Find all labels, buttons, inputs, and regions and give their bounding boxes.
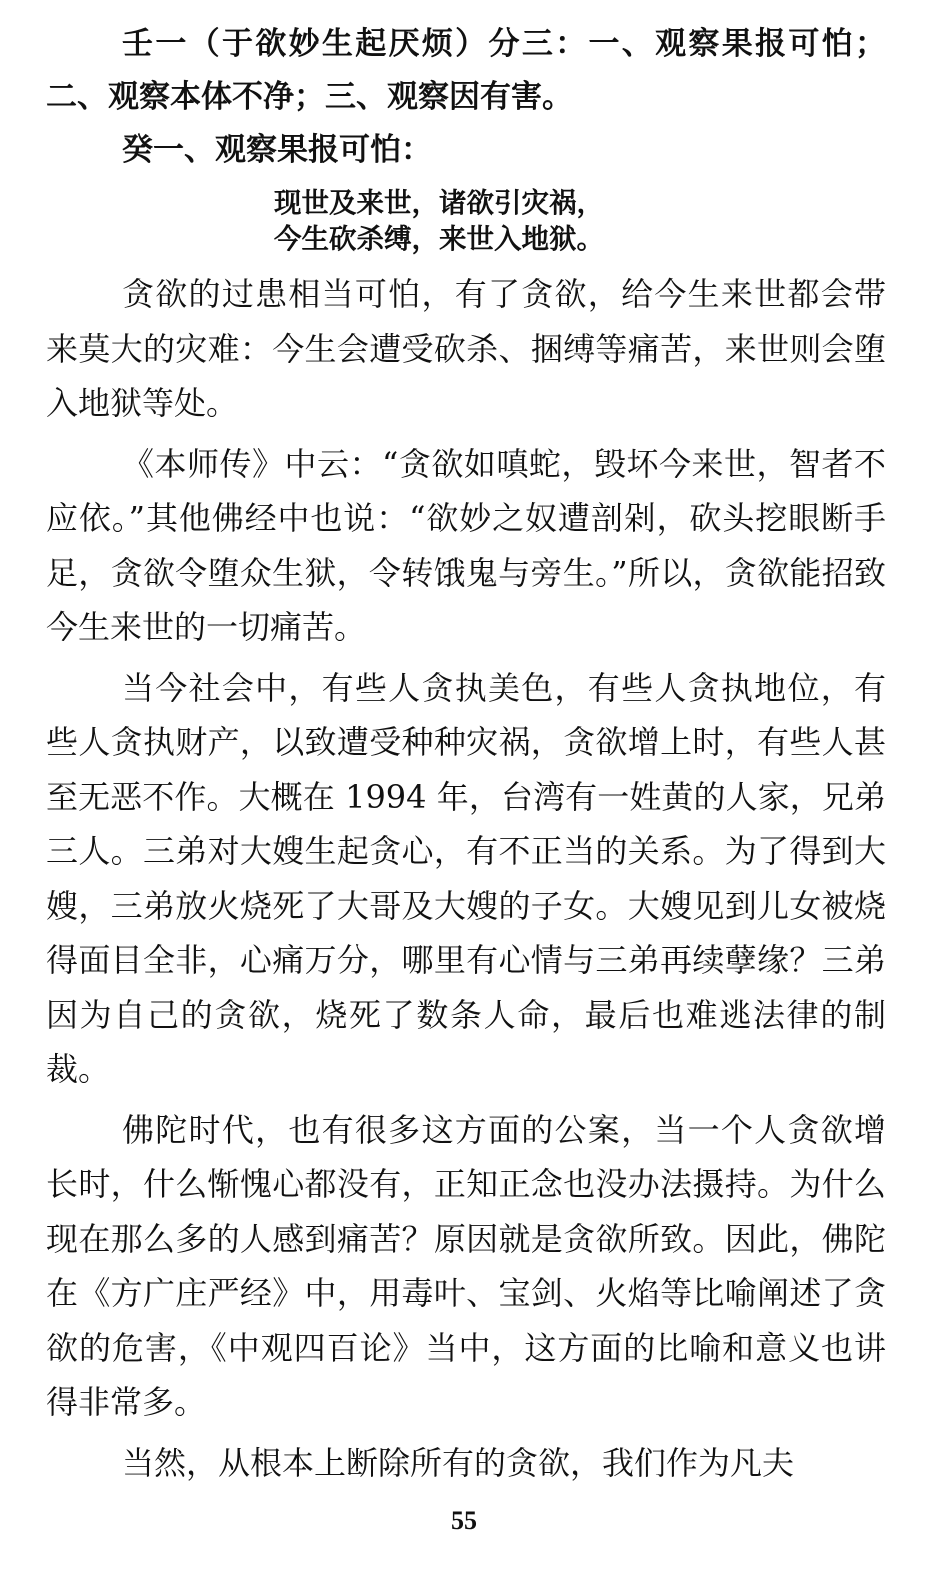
- body-paragraph: 佛陀时代，也有很多这方面的公案，当一个人贪欲增长时，什么惭愧心都没有，正知正念也没办法摄持。为什么现在那么多的人感到痛苦？原因就是贪欲所致。因此，佛陀在《方广庄严经》中，用毒叶、宝剑、火焰等比喻阐述了贪欲的危害，《中观四百论》当中，这方面的比喻和意义也讲得非常多。: [46, 1110, 886, 1421]
- document-page: [46, 18, 886, 1496]
- verse-line: 现世及来世，诸欲引灾祸，: [274, 187, 604, 219]
- body-paragraph: 《本师传》中云：“贪欲如嗔蛇，毁坏今来世，智者不应依。”其他佛经中也说：“欲妙之奴遭剖剁，砍头挖眼断手足，贪欲令堕众生狱，令转饿鬼与旁生。”所以，贪欲能招致今生来世的一切痛苦。: [46, 444, 886, 646]
- body-paragraph: 当今社会中，有些人贪执美色，有些人贪执地位，有些人贪执财产，以致遭受种种灾祸，贪欲增上时，有些人甚至无恶不作。大概在 1994 年，台湾有一姓黄的人家，兄弟三人。三弟对大嫂生起贪心，有不正当的关系。为了得到大嫂，三弟放火烧死了大哥及大嫂的子女。大嫂见到儿女被烧得面目全非，心痛万分，哪里有心情与三弟再续孽缘？三弟因为自己的贪欲，烧死了数条人命，最后也难逃法律的制裁。: [46, 668, 886, 1088]
- section-heading: 壬一（于欲妙生起厌烦）分三：一、观察果报可怕；二、观察本体不净；三、观察因有害。: [46, 26, 886, 115]
- verse-line: 今生砍杀缚，来世入地狱。: [274, 223, 604, 255]
- subsection-heading: 癸一、观察果报可怕：: [122, 132, 432, 168]
- verse-block: [274, 185, 886, 257]
- body-paragraph: 贪欲的过患相当可怕，有了贪欲，给今生来世都会带来莫大的灾难：今生会遭受砍杀、捆缚等痛苦，来世则会堕入地狱等处。: [46, 275, 886, 422]
- body-paragraph: 当然，从根本上断除所有的贪欲，我们作为凡夫: [122, 1443, 795, 1482]
- page-number: 55: [451, 1506, 477, 1535]
